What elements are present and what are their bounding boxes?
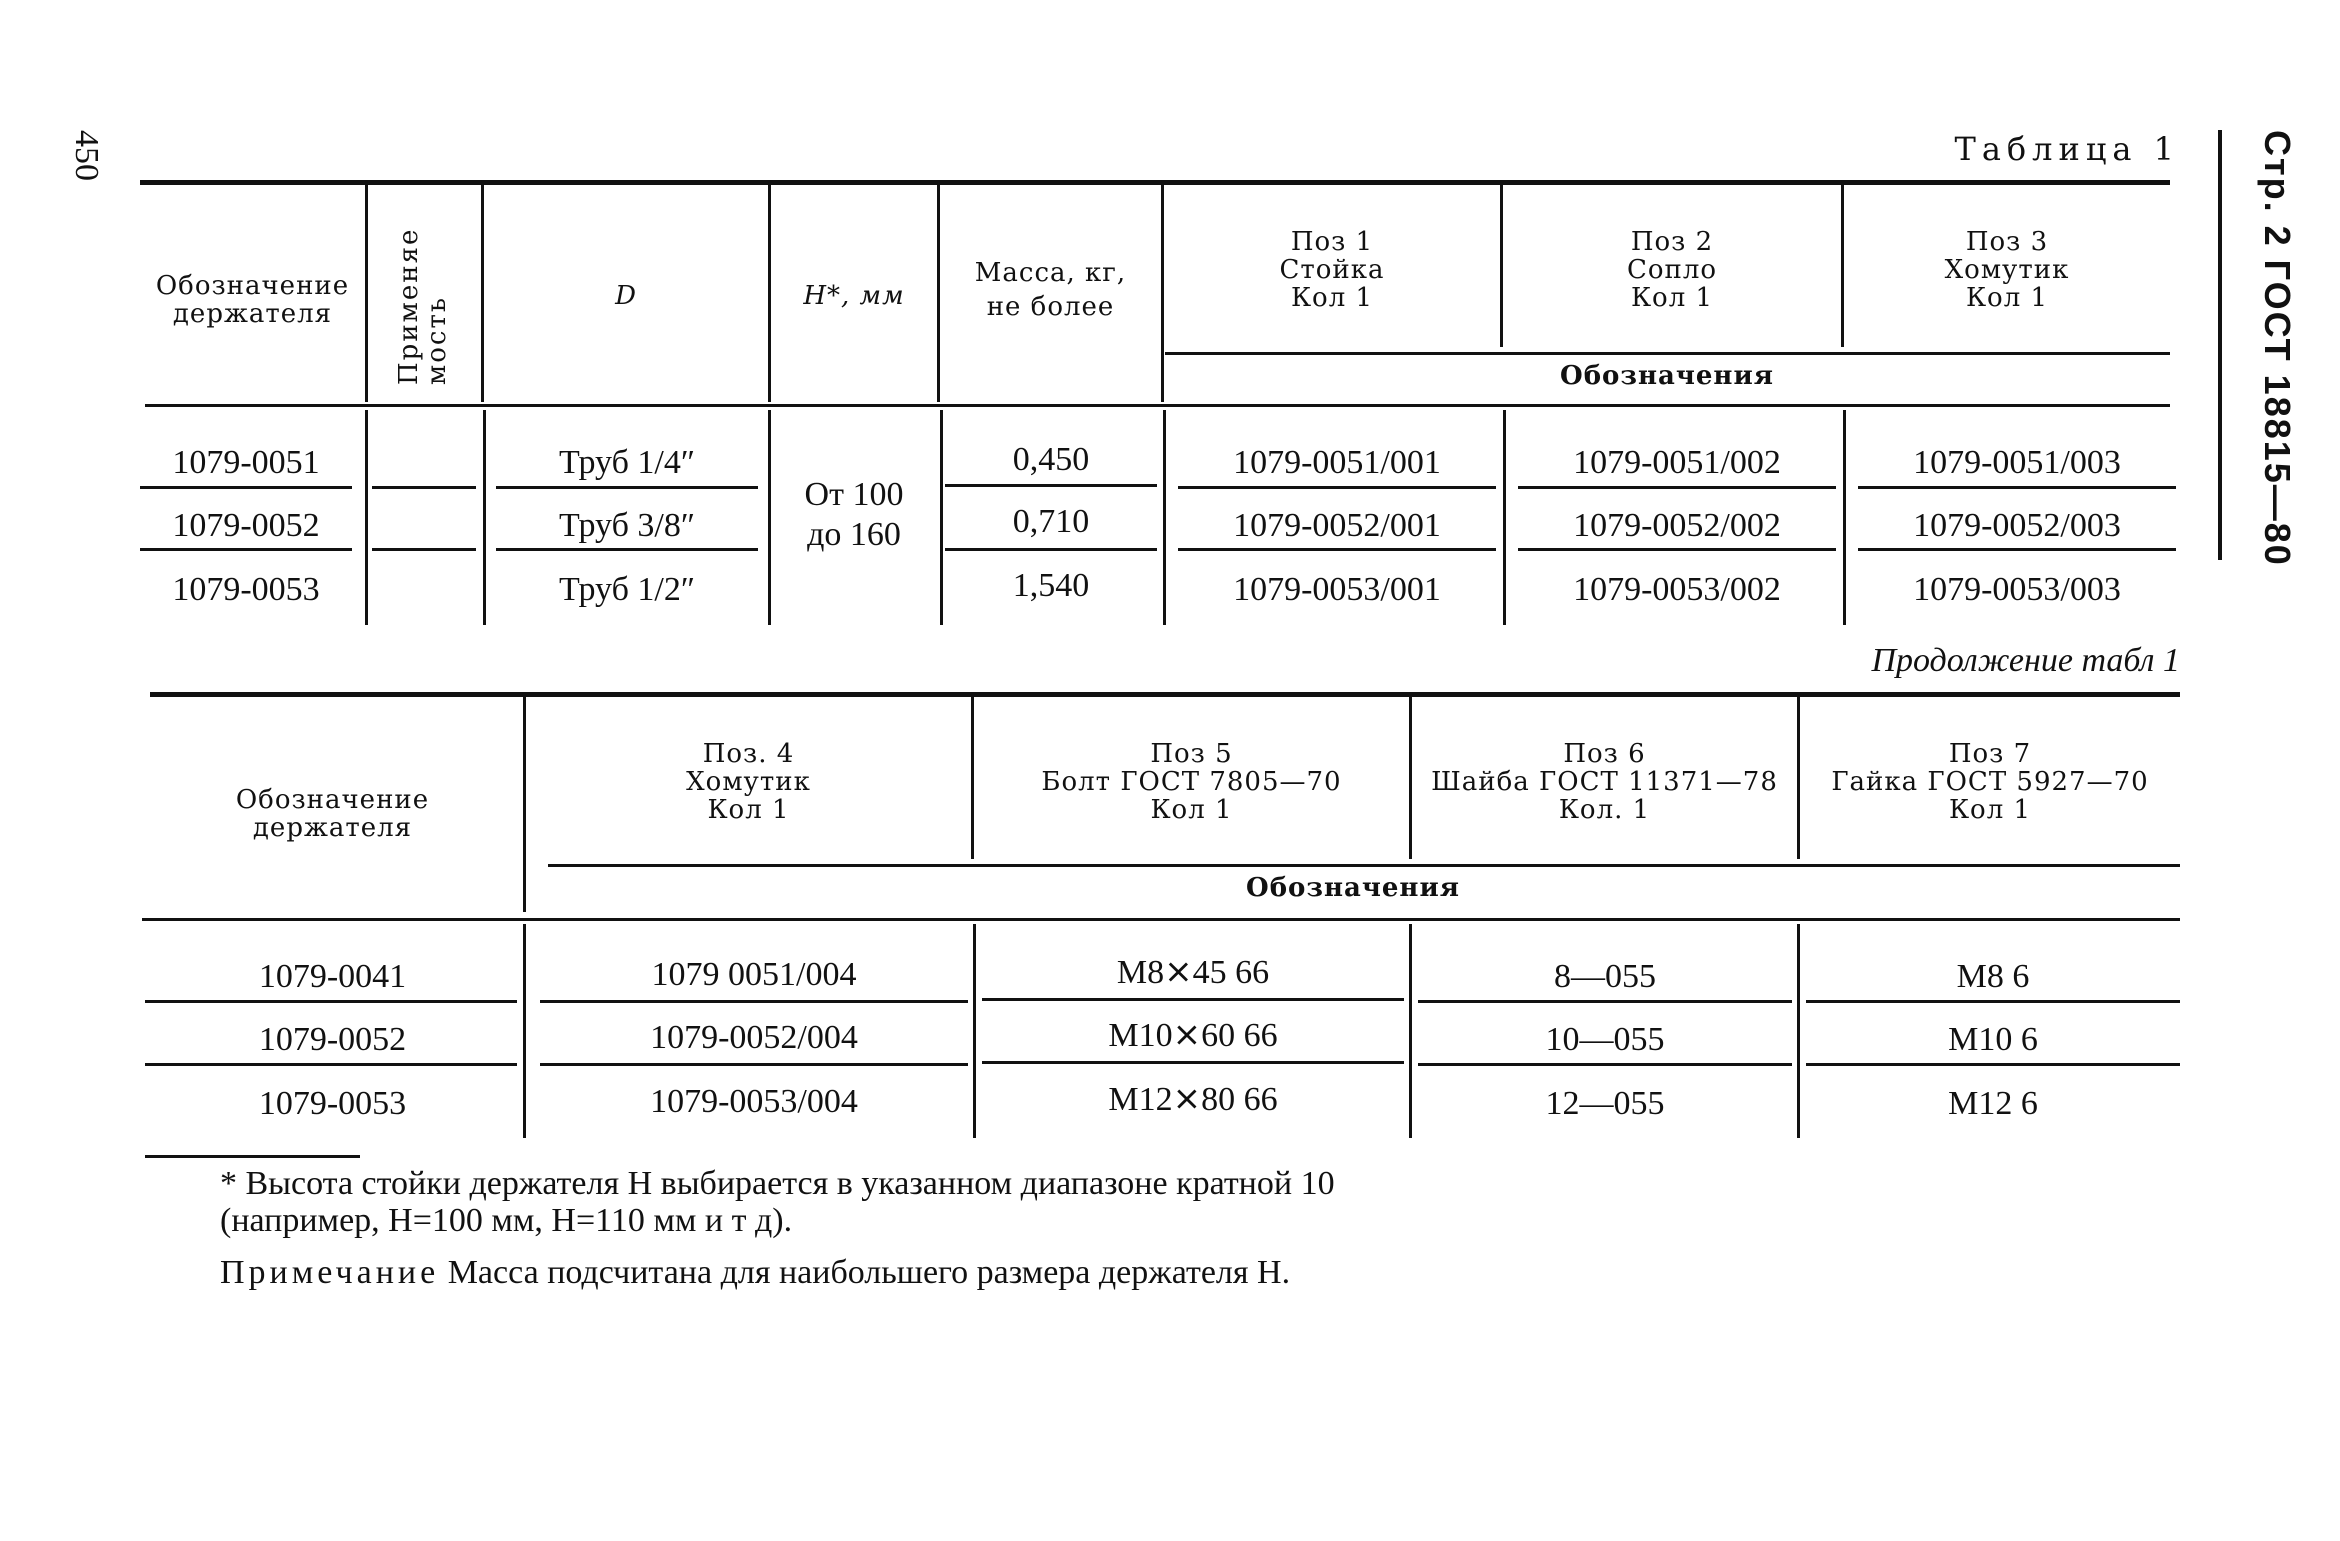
t2-header-pos6: Поз 6 Шайба ГОСТ 11371—78 Кол. 1 bbox=[1431, 739, 1778, 825]
t1-r3-d: Труб 1/2″ bbox=[559, 571, 695, 608]
page-number: 450 bbox=[68, 130, 105, 181]
table2-caption: Продолжение табл 1 bbox=[1871, 642, 2180, 679]
footnote-line2: (например, Н=100 мм, Н=110 мм и т д). bbox=[220, 1202, 793, 1239]
t2-r1-pos4: 1079 0051/004 bbox=[651, 956, 857, 993]
note-text: Масса подсчитана для наибольшего размера держателя Н. bbox=[447, 1254, 1291, 1291]
t1-header-pos2: Поз 2 Сопло Кол 1 bbox=[1626, 227, 1718, 313]
t2-r1-pos6: 8—055 bbox=[1554, 958, 1656, 995]
footnote-rule bbox=[145, 1155, 360, 1158]
t2-header-designations: Обозначения bbox=[1246, 873, 1460, 903]
t1-header-mass: Масса, кг, не более bbox=[974, 258, 1127, 322]
t2-r2-pos6: 10—055 bbox=[1545, 1021, 1665, 1058]
t2-r2-designation: 1079-0052 bbox=[258, 1021, 407, 1058]
t1-r3-pos3: 1079-0053/003 bbox=[1913, 571, 2121, 608]
table1-caption: Таблица 1 bbox=[1954, 130, 2180, 168]
t1-r3-designation: 1079-0053 bbox=[172, 571, 320, 608]
t1-r2-mass: 0,710 bbox=[1012, 503, 1090, 540]
side-header-rule bbox=[2218, 130, 2222, 560]
t2-r1-designation: 1079-0041 bbox=[258, 958, 407, 995]
t2-header-pos4: Поз. 4 Хомутик Кол 1 bbox=[686, 739, 811, 825]
t1-r1-pos2: 1079-0051/002 bbox=[1573, 444, 1781, 481]
footnote-line1: * Высота стойки держателя Н выбирается в указанном диапазоне кратной 10 bbox=[220, 1165, 1335, 1202]
t1-header-designations: Обозначения bbox=[1560, 361, 1774, 391]
t2-r3-pos5: М12⨯80 66 bbox=[1108, 1081, 1278, 1118]
t1-r3-pos1: 1079-0053/001 bbox=[1233, 571, 1441, 608]
t2-r2-pos7: М10 6 bbox=[1948, 1021, 2038, 1058]
t1-header-applicability: Применяе мость bbox=[394, 227, 452, 385]
t1-r3-pos2: 1079-0053/002 bbox=[1573, 571, 1781, 608]
t1-header-pos1: Поз 1 Стойка Кол 1 bbox=[1279, 227, 1385, 313]
t1-header-d: D bbox=[615, 281, 637, 311]
t1-r1-designation: 1079-0051 bbox=[172, 444, 320, 481]
t2-r2-pos4: 1079-0052/004 bbox=[650, 1019, 858, 1056]
t1-r1-d: Труб 1/4″ bbox=[559, 444, 695, 481]
t2-r1-pos7: М8 6 bbox=[1956, 958, 2030, 995]
t2-r3-pos7: М12 6 bbox=[1948, 1085, 2038, 1122]
t2-header-pos7: Поз 7 Гайка ГОСТ 5927—70 Кол 1 bbox=[1831, 739, 2149, 825]
t2-r3-pos6: 12—055 bbox=[1545, 1085, 1665, 1122]
note bbox=[220, 1252, 1290, 1294]
t2-header-designation: Обозначение держателя bbox=[235, 785, 430, 843]
t1-r2-pos2: 1079-0052/002 bbox=[1573, 507, 1781, 544]
t1-r3-mass: 1,540 bbox=[1012, 567, 1090, 604]
t2-r3-pos4: 1079-0053/004 bbox=[650, 1083, 858, 1120]
t2-header-pos5: Поз 5 Болт ГОСТ 7805—70 Кол 1 bbox=[1041, 739, 1342, 825]
t2-r1-pos5: М8⨯45 66 bbox=[1116, 954, 1270, 991]
t1-header-h: Н*, мм bbox=[803, 281, 905, 311]
t2-r3-designation: 1079-0053 bbox=[258, 1085, 407, 1122]
t1-r1-pos3: 1079-0051/003 bbox=[1913, 444, 2121, 481]
t1-header-pos3: Поз 3 Хомутик Кол 1 bbox=[1944, 227, 2070, 313]
t1-r2-designation: 1079-0052 bbox=[172, 507, 320, 544]
t1-r1-mass: 0,450 bbox=[1012, 441, 1090, 478]
t1-header-designation: Обозначение держателя bbox=[155, 271, 350, 329]
t1-r2-pos3: 1079-0052/003 bbox=[1913, 507, 2121, 544]
t1-r2-pos1: 1079-0052/001 bbox=[1233, 507, 1441, 544]
t1-h-range: От 100 до 160 bbox=[804, 476, 904, 553]
side-header: Стр. 2 ГОСТ 18815—80 bbox=[2257, 130, 2298, 567]
t1-r1-pos1: 1079-0051/001 bbox=[1233, 444, 1441, 481]
note-label: Примечание bbox=[220, 1254, 440, 1291]
t2-r2-pos5: М10⨯60 66 bbox=[1108, 1017, 1278, 1054]
t1-r2-d: Труб 3/8″ bbox=[559, 507, 695, 544]
